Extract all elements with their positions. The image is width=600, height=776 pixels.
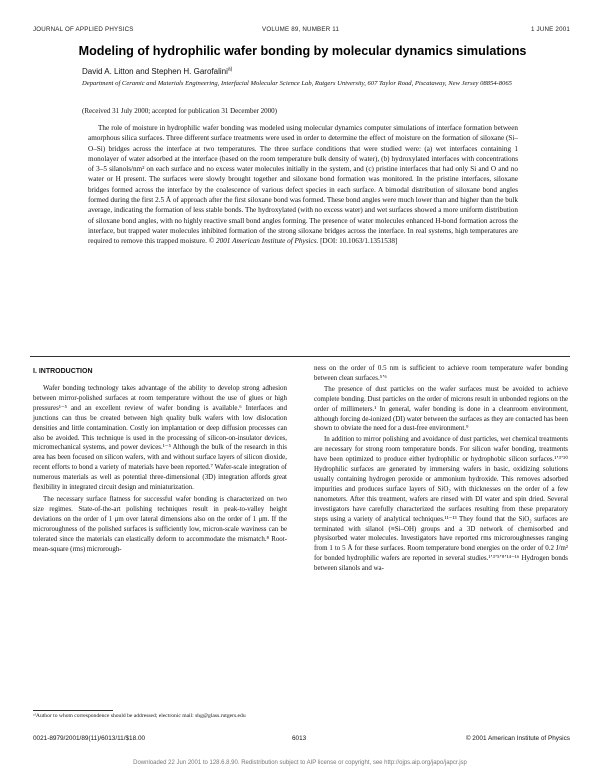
abstract-copyright: © 2001 American Institute of Physics. <box>208 237 319 246</box>
authors-text: David A. Litton and Stephen H. Garofalini <box>82 67 228 76</box>
left-column <box>33 384 287 554</box>
article-title: Modeling of hydrophilic wafer bonding by molecular dynamics simulations <box>78 44 527 58</box>
right-column <box>314 364 568 574</box>
abstract-text: The role of moisture in hydrophilic wafer bonding was modeled using molecular dynamics computer simulations of interface formation between amorphous silica surfaces. Three different surface treatments were used in order to determine the effect of moisture on the formation of siloxane (Si–O–Si) bridges across the interface at two temperatures. The three surface conditions that were studied were: (a) wet interfaces containing 1 monolayer of water adsorbed at the interface (based on the room temperature bulk density of water), (b) hydroxylated interfaces with concentrations of 3–5 silanols/nm² on each surface and no excess water molecules initially in the system, and (c) pristine interfaces that had only Si and O and no water or H present. The surfaces were slowly brought together and siloxane bond formation was monitored. In the pristine interfaces, siloxane bridges formed across the interface by the coalescence of various defect species in each surface. A bimodal distribution of siloxane bond angles formed during the first 2.5 Å of approach after the first siloxane bond was formed. These bond angles were much lower than and higher than the bulk average, indicating the formation of less stable bonds. The hydroxylated (with no excess water) and wet surfaces showed a more uniform distribution of siloxane bond angles, with no highly reactive small bond angles forming. The presence of water molecules enhanced H-bond formation across the interface, but trapped water molecules inhibited formation of the strong siloxane bridges across the interface. In real systems, high temperatures are required to remove this trapped moisture. <box>88 124 518 246</box>
section-divider <box>30 356 570 357</box>
paragraph: In addition to mirror polishing and avoidance of dust particles, wet chemical treatments are necessary for strong room temperature bonds. For silicon wafer bonding, treatments have been optimized to produce either hydrophilic or hydrophobic silicon surfaces.¹ʼ³ʼ¹⁰ Hydrophilic surfaces are generated by immersing wafers in basic, oxidizing solutions usually containing hydrogen peroxide or ammonium hydroxide. This removes adsorbed impurities and produces surface layers of SiO₂ with thicknesses on the order of a few nanometers. After this treatment, wafers are rinsed with DI water and spin dried. Several investigators have carefully characterized the surfaces resulting from these preparatory steps using a variety of analytical techniques.¹¹⁻¹³ They found that the SiO₂ surfaces are terminated with silanol (≡Si–OH) groups and a 3D network of chemisorbed and physisorbed water molecules. Investigators have reported rms microroughnesses ranging from 1 to 5 Å for these surfaces. Room temperature bond energies on the order of 0.2 J/m² for bonded hydrophilic wafers are reported in several studies.¹ʼ³ʼ⁵ʼ⁸ʼ¹⁴⁻¹⁶ Hydrogen bonds between silanols and wa- <box>314 435 568 573</box>
affiliation: Department of Ceramic and Materials Engineering, Interfacial Molecular Science Lab, Rutgers University, 607 Taylor Road, Piscataway, New Jersey 08854-8065 <box>82 80 512 87</box>
download-note: Downloaded 22 Jun 2001 to 128.6.8.90. Redistribution subject to AIP license or copyright, see http://ojps.aip.org/japo/japcr.jsp <box>133 760 467 766</box>
journal-name: JOURNAL OF APPLIED PHYSICS <box>33 26 134 33</box>
footer-copyright: © 2001 American Institute of Physics <box>465 735 570 742</box>
author-footnote: ᵃ⁾Author to whom correspondence should be addressed; electronic mail: shg@glass.rutgers.edu <box>33 713 246 719</box>
section-heading: I. INTRODUCTION <box>33 368 93 375</box>
paragraph: Wafer bonding technology takes advantage of the ability to develop strong adhesion between mirror-polished surfaces at room temperature without the use of glues or high pressures¹⁻⁵ and an excellent review of wafer bonding is available.⁶ Interfaces and junctions can thus be created between high quality bulk wafers with low dislocation densities and little contamination. Costly ion implantation or deep diffusion processes can also be avoided. This technique is used in the processing of silicon-on-insulator devices, micromechanical systems, and power devices.¹⁻⁵ Although the bulk of the research in this area has been focused on silicon wafers, with and without surface layers of silicon dioxide, recent efforts to bond a variety of materials have been reported.⁷ Wafer-scale integration of numerous materials as well as potential three-dimensional (3D) integration affords great flexibility in integrated circuit design and miniaturization. <box>33 384 287 492</box>
abstract <box>88 123 518 247</box>
paragraph: ness on the order of 0.5 nm is sufficient to achieve room temperature wafer bonding between clean surfaces.⁵ʼ⁶ <box>314 364 568 382</box>
article-code: 0021-8979/2001/89(11)/6013/11/$18.00 <box>33 735 146 742</box>
page-number: 6013 <box>292 735 307 742</box>
paragraph: The presence of dust particles on the wafer surfaces must be avoided to achieve complete bonding. Dust particles on the order of microns result in unbonded regions on the order of millimeters.¹ In general, wafer bonding is done in a cleanroom environment, although forcing de-ionized (DI) water between the surfaces as they are contacted has been shown to obviate the need for a dust-free environment.⁹ <box>314 384 568 433</box>
doi-link[interactable]: [DOI: 10.1063/1.1351538] <box>320 237 398 246</box>
volume-number: VOLUME 89, NUMBER 11 <box>262 26 340 33</box>
issue-date: 1 JUNE 2001 <box>530 26 570 33</box>
footnote-rule <box>33 710 113 711</box>
author-list <box>82 67 232 76</box>
paragraph: The necessary surface flatness for successful wafer bonding is characterized on two size regimes. State-of-the-art polishing techniques result in peak-to-valley height deviations on the order of 1 μm over lateral dimensions also on the order of 1 μm. If the microroughness of the polished surfaces is sufficiently low, micron-scale waviness can be tolerated since the materials can elastically deform to accommodate the mismatch.⁸ Root-mean-square (rms) microrough- <box>33 494 287 553</box>
received-dates: (Received 31 July 2000; accepted for publication 31 December 2000) <box>82 107 277 115</box>
author-footnote-mark[interactable]: a) <box>227 66 233 73</box>
